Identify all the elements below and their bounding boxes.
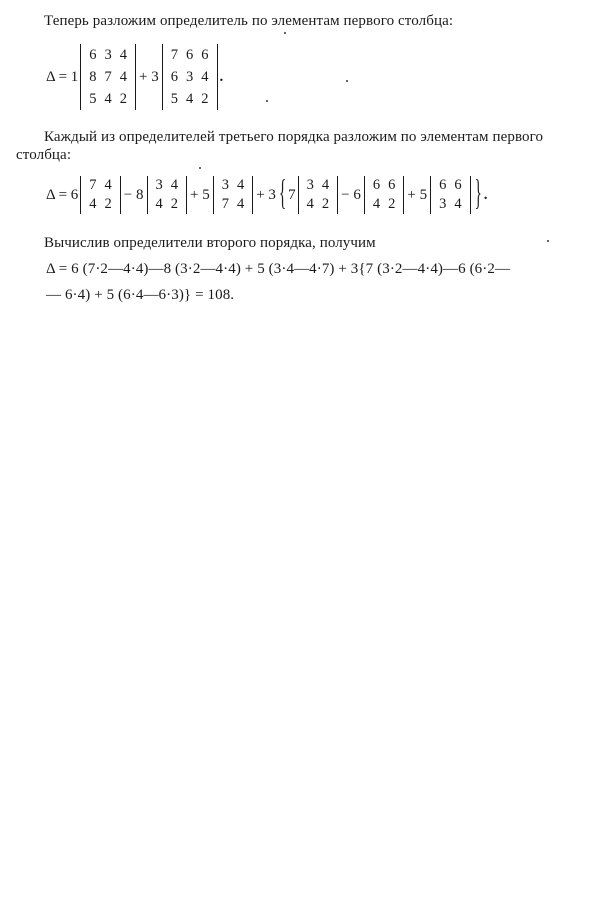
eq2-determinant-2 [147,176,188,214]
matrix-cell: 6 [388,177,396,193]
eq1-determinant-b [162,44,218,110]
matrix-cell: 4 [306,196,314,212]
matrix-cell: 2 [170,196,178,212]
scan-speck [284,32,286,34]
eq1-determinant-a [80,44,136,110]
matrix-cell: 8 [89,68,97,85]
matrix-cell: 4 [119,68,128,85]
matrix-cell: 6 [439,177,447,193]
equation-2 [46,176,488,214]
matrix-cell: 3 [439,196,447,212]
matrix-cell: 2 [388,196,396,212]
para3-text: Вычислив определители второго порядка, получим [44,235,376,251]
matrix-cell: 6 [201,46,209,63]
matrix-cell: 6 [372,177,381,193]
eq2-brace-open: { [278,174,287,213]
eq2-determinant-4 [298,176,339,214]
para2-line2: столбца: [16,147,72,163]
matrix-cell: 4 [454,196,462,212]
matrix-cell: 4 [236,196,245,212]
intro-text: Теперь разложим определитель по элементам первого столбца: [44,13,454,29]
eq2-determinant-1 [80,176,121,214]
eq1-lhs: Δ = 1 [46,68,79,85]
matrix-cell: 2 [201,90,209,107]
matrix-cell: 6 [170,68,178,85]
matrix-cell: 7 [170,46,178,63]
matrix-cell: 6 [186,46,194,63]
matrix-cell: 2 [119,90,128,107]
eq2-op3: + 3 [256,186,276,203]
matrix-cell: 4 [186,90,194,107]
final-line-1: Δ = 6 (7·2—4·4)—8 (3·2—4·4) + 5 (3·4—4·7) + 3{7 (3·2—4·4)—6 (6·2— [46,261,511,277]
eq2-determinant-3 [213,176,254,214]
eq2-op2: + 5 [190,186,210,203]
eq2-lhs: Δ = 6 [46,186,79,203]
matrix-cell: 6 [89,46,97,63]
scan-speck [346,80,348,82]
matrix-cell: 4 [236,177,245,193]
matrix-cell: 3 [221,177,229,193]
eq1-plus-coef: + 3 [139,68,159,85]
matrix-cell: 4 [89,196,97,212]
matrix-cell: 7 [221,196,229,212]
matrix-cell: 6 [454,177,462,193]
matrix-cell: 7 [89,177,97,193]
matrix-cell: 4 [104,90,112,107]
equation-1 [46,44,223,110]
matrix-cell: 5 [170,90,178,107]
matrix-cell: 4 [119,46,128,63]
matrix-cell: 2 [104,196,112,212]
scan-speck [199,167,201,169]
matrix-cell: 7 [104,68,112,85]
matrix-cell: 2 [321,196,330,212]
matrix-cell: 4 [201,68,209,85]
eq2-op1: − 8 [123,186,144,203]
matrix-cell: 3 [104,46,112,63]
eq2-op5: + 5 [407,186,428,203]
eq2-determinant-5 [364,176,405,214]
para2-line1: Каждый из определителей третьего порядка разложим по элементам первого [44,129,544,145]
matrix-cell: 4 [321,177,330,193]
matrix-cell: 3 [186,68,194,85]
matrix-cell: 4 [104,177,112,193]
matrix-cell: 4 [372,196,381,212]
eq2-brace-close: } [474,174,482,213]
eq2-determinant-6 [430,176,471,214]
eq2-coef7: 7 [288,186,296,203]
matrix-cell: 3 [155,177,163,193]
final-line-2: — 6·4) + 5 (6·4—6·3)} = 108. [46,287,235,303]
matrix-cell: 3 [306,177,314,193]
scan-speck [547,240,549,242]
eq2-op4: − 6 [341,186,361,203]
eq2-end-period: . [483,186,488,203]
matrix-cell: 4 [155,196,163,212]
scan-speck [266,100,268,102]
matrix-cell: 4 [170,177,178,193]
eq1-end-period: . [219,68,224,85]
matrix-cell: 5 [89,90,97,107]
